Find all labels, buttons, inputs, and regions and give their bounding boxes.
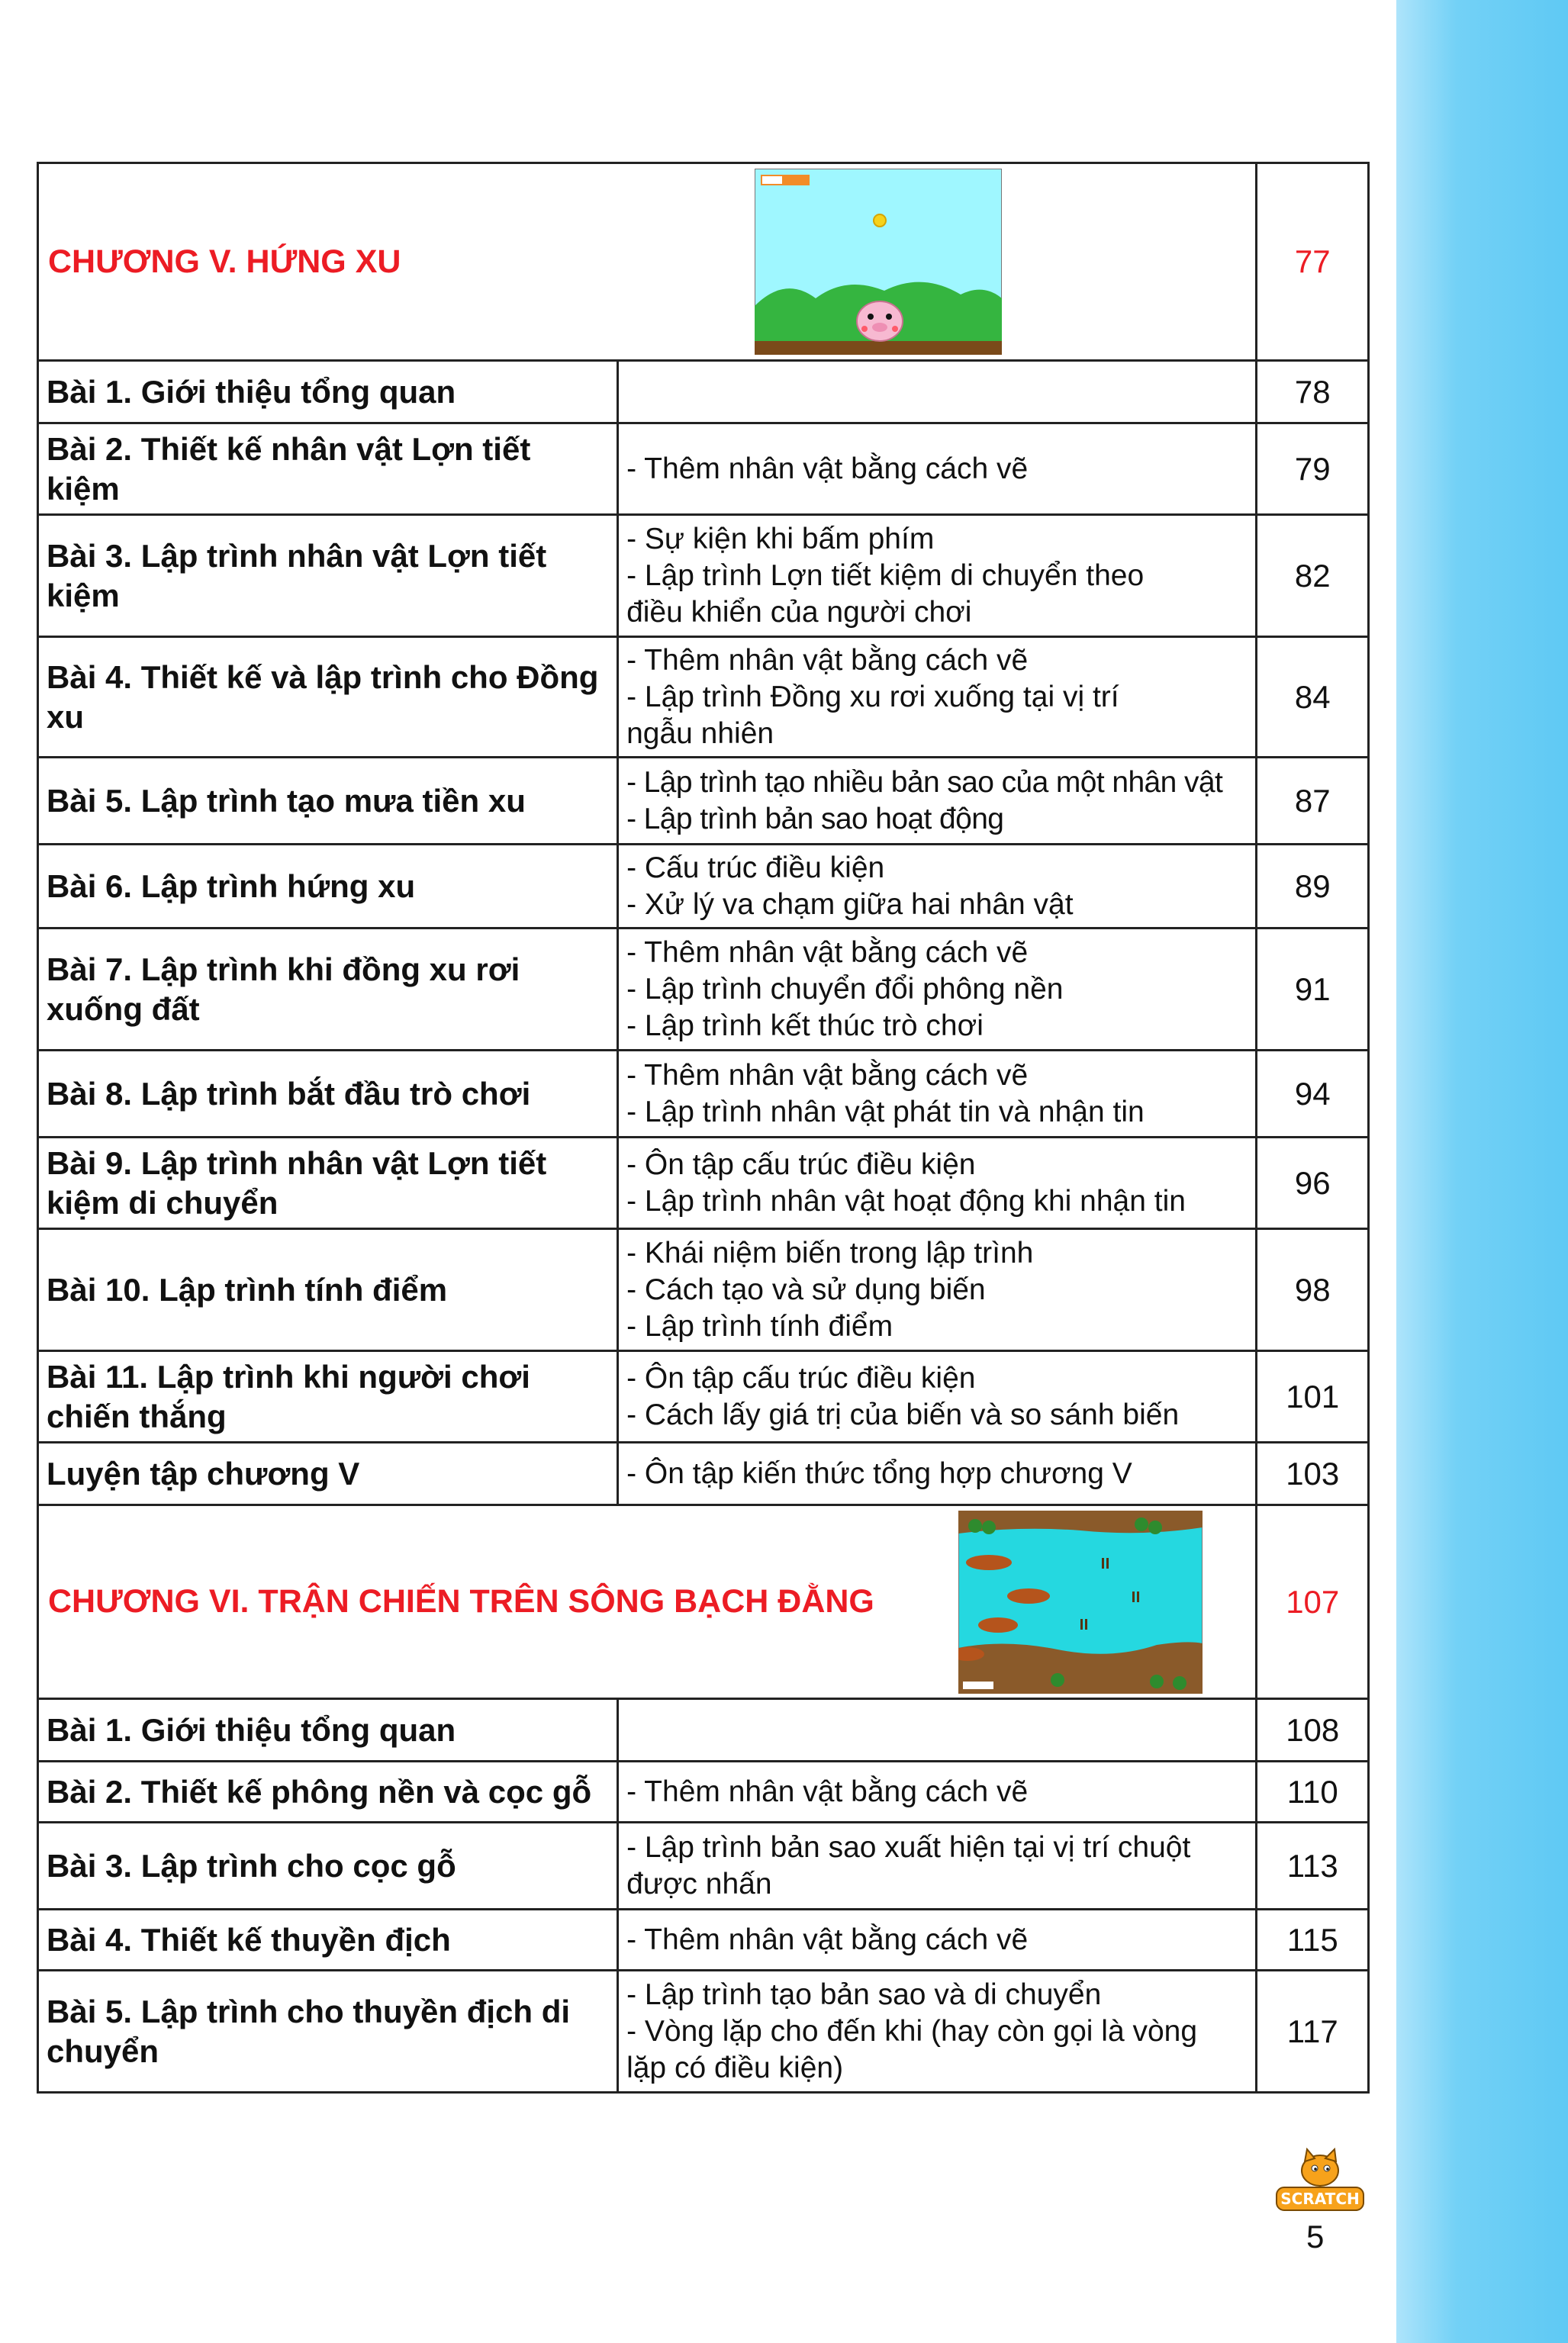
lesson-title: Bài 5. Lập trình tạo mưa tiền xu [38,758,618,845]
lesson-title: Bài 2. Thiết kế nhân vật Lợn tiết kiệm [38,423,618,515]
lesson-title: Bài 9. Lập trình nhân vật Lợn tiết kiệm di chuyển [38,1138,618,1229]
chapter-cell [38,163,1257,361]
description-line: - Thêm nhân vật bằng cách vẽ [626,935,1029,969]
lesson-title: Bài 1. Giới thiệu tổng quan [38,1699,618,1762]
lesson-description [618,1910,1257,1971]
decorative-sidebar [1396,0,1568,2343]
description-line: - Lập trình bản sao hoạt động [626,802,1004,835]
lesson-page: 113 [1257,1823,1369,1910]
lesson-description [618,1971,1257,2093]
chapter-thumbnail-river-game [958,1511,1203,1694]
description-line: - Lập trình tạo bản sao và di chuyển [626,1978,1102,2011]
description-line: - Sự kiện khi bấm phím [626,522,935,555]
table-of-contents [37,162,1370,2094]
description-line: - Vòng lặp cho đến khi (hay còn gọi là vòng [626,2014,1198,2048]
description-line: - Lập trình Đồng xu rơi xuống tại vị trí [626,680,1119,713]
lesson-description [618,1443,1257,1505]
lesson-row[interactable] [38,1351,1369,1443]
lesson-page: 89 [1257,845,1369,929]
description-line: - Lập trình Lợn tiết kiệm di chuyển theo [626,558,1145,592]
description-line: - Lập trình nhân vật phát tin và nhận tin [626,1095,1145,1128]
logo-text: SCRATCH [1280,2190,1360,2208]
description-line: - Cách lấy giá trị của biến và so sánh biến [626,1398,1180,1431]
lesson-page: 103 [1257,1443,1369,1505]
lesson-title: Bài 7. Lập trình khi đồng xu rơi xuống đất [38,929,618,1051]
lesson-description [618,1762,1257,1823]
chapter-row[interactable] [38,1505,1369,1699]
lesson-description [618,758,1257,845]
lesson-title: Bài 4. Thiết kế thuyền địch [38,1910,618,1971]
lesson-description [618,361,1257,423]
chapter-thumbnail-pig-game [755,169,1002,355]
description-line: - Thêm nhân vật bằng cách vẽ [626,1058,1029,1092]
lesson-row[interactable] [38,515,1369,637]
lesson-page: 79 [1257,423,1369,515]
lesson-row[interactable] [38,929,1369,1051]
description-line: được nhấn [626,1867,772,1900]
lesson-page: 117 [1257,1971,1369,2093]
description-line: - Lập trình kết thúc trò chơi [626,1009,984,1042]
lesson-page: 98 [1257,1229,1369,1351]
lesson-description [618,1051,1257,1138]
lesson-description [618,1138,1257,1229]
lesson-row[interactable] [38,1051,1369,1138]
lesson-page: 108 [1257,1699,1369,1762]
lesson-row[interactable] [38,1762,1369,1823]
chapter-cell [38,1505,1257,1699]
description-line: - Ôn tập kiến thức tổng hợp chương V [626,1456,1132,1490]
description-line: - Lập trình nhân vật hoạt động khi nhận tin [626,1184,1186,1218]
description-line: điều khiển của người chơi [626,595,972,629]
lesson-row[interactable] [38,1971,1369,2093]
lesson-title: Luyện tập chương V [38,1443,618,1505]
chapter-title: CHƯƠNG VI. TRẬN CHIẾN TRÊN SÔNG BẠCH ĐẰNG [48,1583,874,1620]
lesson-row[interactable] [38,1699,1369,1762]
chapter-page: 107 [1257,1505,1369,1699]
description-line: ngẫu nhiên [626,716,774,750]
lesson-description [618,515,1257,637]
page-number: 5 [1306,2219,1325,2254]
lesson-page: 101 [1257,1351,1369,1443]
lesson-description [618,1351,1257,1443]
lesson-row[interactable] [38,845,1369,929]
lesson-row[interactable] [38,423,1369,515]
description-line: lặp có điều kiện) [626,2051,844,2084]
lesson-title: Bài 1. Giới thiệu tổng quan [38,361,618,423]
lesson-title: Bài 6. Lập trình hứng xu [38,845,618,929]
lesson-title: Bài 3. Lập trình cho cọc gỗ [38,1823,618,1910]
lesson-row[interactable] [38,1823,1369,1910]
lesson-title: Bài 5. Lập trình cho thuyền địch di chuyển [38,1971,618,2093]
lesson-row[interactable] [38,361,1369,423]
lesson-description [618,1699,1257,1762]
lesson-page: 110 [1257,1762,1369,1823]
lesson-description [618,1229,1257,1351]
lesson-row[interactable] [38,1138,1369,1229]
description-line: - Ôn tập cấu trúc điều kiện [626,1361,976,1395]
description-line: - Lập trình tạo nhiều bản sao của một nhân vật [626,765,1223,799]
lesson-row[interactable] [38,637,1369,758]
description-line: - Thêm nhân vật bằng cách vẽ [626,643,1029,677]
lesson-page: 94 [1257,1051,1369,1138]
lesson-page: 96 [1257,1138,1369,1229]
lesson-title: Bài 4. Thiết kế và lập trình cho Đồng xu [38,637,618,758]
description-line: - Lập trình chuyển đổi phông nền [626,972,1064,1006]
description-line: - Khái niệm biến trong lập trình [626,1236,1034,1270]
description-line: - Thêm nhân vật bằng cách vẽ [626,1775,1029,1808]
lesson-row[interactable] [38,1443,1369,1505]
lesson-row[interactable] [38,1229,1369,1351]
description-line: - Lập trình tính điểm [626,1309,893,1343]
description-line: - Cấu trúc điều kiện [626,851,885,884]
lesson-page: 84 [1257,637,1369,758]
lesson-page: 87 [1257,758,1369,845]
chapter-row[interactable] [38,163,1369,361]
description-line: - Thêm nhân vật bằng cách vẽ [626,452,1029,485]
lesson-page: 82 [1257,515,1369,637]
description-line: - Ôn tập cấu trúc điều kiện [626,1147,976,1181]
description-line: - Cách tạo và sử dụng biến [626,1273,986,1306]
lesson-page: 78 [1257,361,1369,423]
lesson-description [618,1823,1257,1910]
lesson-title: Bài 11. Lập trình khi người chơi chiến thắng [38,1351,618,1443]
lesson-page: 115 [1257,1910,1369,1971]
chapter-page: 77 [1257,163,1369,361]
scratch-cat-logo [1270,2148,1370,2216]
lesson-row[interactable] [38,1910,1369,1971]
lesson-description [618,845,1257,929]
lesson-page: 91 [1257,929,1369,1051]
description-line: - Thêm nhân vật bằng cách vẽ [626,1923,1029,1956]
lesson-title: Bài 2. Thiết kế phông nền và cọc gỗ [38,1762,618,1823]
lesson-description [618,423,1257,515]
description-line: - Lập trình bản sao xuất hiện tại vị trí chuột [626,1830,1191,1864]
lesson-row[interactable] [38,758,1369,845]
lesson-title: Bài 3. Lập trình nhân vật Lợn tiết kiệm [38,515,618,637]
description-line: - Xử lý va chạm giữa hai nhân vật [626,887,1074,921]
lesson-description [618,929,1257,1051]
chapter-title: CHƯƠNG V. HỨNG XU [48,243,401,280]
lesson-description [618,637,1257,758]
lesson-title: Bài 10. Lập trình tính điểm [38,1229,618,1351]
lesson-title: Bài 8. Lập trình bắt đầu trò chơi [38,1051,618,1138]
